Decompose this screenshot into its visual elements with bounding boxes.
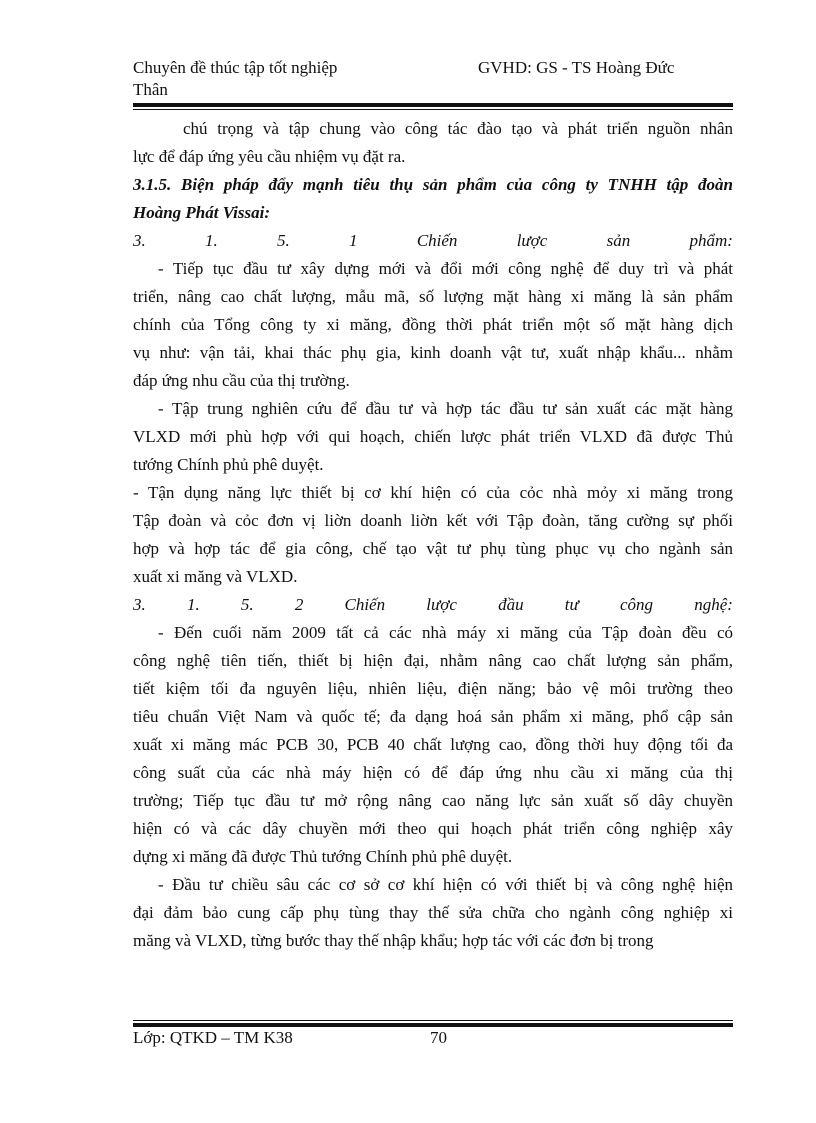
subheading-token: đầu (498, 595, 524, 614)
text-line: vụ như: vận tải, khai thác phụ gia, kinh doanh vật tư, xuất nhập khẩu... nhằm (133, 343, 733, 362)
text-line: tiết kiệm tối đa nguyên liệu, nhiên liệu, điện năng; bảo vệ môi trường theo (133, 679, 733, 698)
subheading-token: 1. (186, 595, 200, 614)
subheading-token: lược (426, 595, 457, 614)
text-line: tướng Chính phủ phê duyệt. (133, 455, 324, 474)
paragraph-capacity (133, 479, 733, 591)
text-line: chú trọng và tập chung vào công tác đào tạo và phát triển nguồn nhân (183, 119, 733, 138)
subheading-token: sản (606, 231, 631, 250)
subheading-technology-strategy (133, 591, 733, 619)
document-body (133, 115, 733, 955)
text-line: đáp ứng nhu cầu của thị trường. (133, 371, 350, 390)
subheading-token: 1. (205, 231, 218, 250)
text-line: Tập đoàn và cỏc đơn vị liờn doanh liờn kết với Tập đoàn, tăng cường sự phối (133, 511, 733, 530)
subheading-token: nghệ: (694, 595, 733, 614)
header-rule-thin (133, 109, 733, 110)
text-line: dựng xi măng đã được Thủ tướng Chính phủ phê duyệt. (133, 847, 513, 866)
footer-rule-thin (133, 1020, 733, 1021)
footer-class-label: Lớp: QTKD – TM K38 (133, 1028, 293, 1047)
header-title-left: Chuyên đề thúc tập tốt nghiệp (133, 58, 338, 77)
section-heading (133, 171, 733, 227)
text-line: chính của Tổng công ty xi măng, đồng thời phát triển một số mặt hàng dịch (133, 315, 733, 334)
text-line: - Tiếp tục đầu tư xây dựng mới và đổi mới công nghệ để duy trì và phát (158, 259, 733, 278)
section-heading-line: 3.1.5. Biện pháp đẩy mạnh tiêu thụ sản phẩm của công ty TNHH tập đoàn (133, 175, 733, 194)
text-line: đại đảm bảo cung cấp phụ tùng thay thế sửa chữa cho ngành công nghiệp xi (133, 903, 733, 922)
subheading-token: 5. (277, 231, 290, 250)
subheading-token: Chiến (416, 231, 458, 250)
subheading-product-strategy (133, 227, 733, 255)
paragraph-research (133, 395, 733, 479)
text-line: công nghệ tiên tiến, thiết bị hiện đại, nhằm nâng cao chất lượng sản phẩm, (133, 651, 733, 670)
text-line: măng và VLXD, từng bước thay thế nhập khẩu; hợp tác với các đơn bị trong (133, 931, 654, 950)
subheading-token: lược (516, 231, 548, 250)
text-line: tiêu chuẩn Việt Nam và quốc tế; đa dạng hoá sản phẩm xi măng, phổ cập sản (133, 707, 733, 726)
header-rule-thick (133, 103, 733, 107)
subheading-token: 2 (294, 595, 304, 614)
subheading-token: công (619, 595, 654, 614)
text-line: xuất xi măng và VLXD. (133, 567, 298, 586)
page-number: 70 (430, 1028, 447, 1047)
text-line: - Đến cuối năm 2009 tất cả các nhà máy xi măng của Tập đoàn đều có (158, 623, 733, 642)
text-line: lực để đáp ứng yêu cầu nhiệm vụ đặt ra. (133, 147, 406, 166)
text-line: triển, nâng cao chất lượng, mẫu mã, số lượng mặt hàng xi măng là sản phẩm (133, 287, 733, 306)
section-heading-line: Hoàng Phát Vissai: (133, 203, 270, 222)
subheading-token: 3. (133, 595, 146, 614)
subheading-token: Chiến (344, 595, 386, 614)
text-line: hiện có và các dây chuyền mới theo qui hoạch phát triển công nghiệp xây (133, 819, 733, 838)
text-line: - Đầu tư chiều sâu các cơ sở cơ khí hiện có với thiết bị và công nghệ hiện (158, 875, 733, 894)
paragraph-investment (133, 255, 733, 395)
text-line: công suất của các nhà máy hiện có để đáp ứng nhu cầu xi măng của thị (133, 763, 733, 782)
paragraph-mechanical (133, 871, 733, 955)
text-line: trường; Tiếp tục đầu tư mở rộng nâng cao năng lực sản xuất số dây chuyền (133, 791, 733, 810)
header-title-left-line2: Thân (133, 80, 168, 99)
paragraph-technology (133, 619, 733, 871)
subheading-token: 5. (240, 595, 254, 614)
subheading-token: 1 (349, 231, 358, 250)
text-line: VLXD mới phù hợp với qui hoạch, chiến lược phát triển VLXD đã được Thủ (133, 427, 733, 446)
subheading-token: phẩm: (689, 231, 733, 250)
paragraph-training (133, 115, 733, 171)
text-line: hợp và hợp tác để gia công, chế tạo vật tư phụ tùng phục vụ cho ngành sản (133, 539, 733, 558)
text-line: - Tập trung nghiên cứu để đầu tư và hợp tác đầu tư sản xuất các mặt hàng (158, 399, 733, 418)
text-line: xuất xi măng mác PCB 30, PCB 40 chất lượng cao, đồng thời huy động tối đa (133, 735, 733, 754)
header-advisor: GVHD: GS - TS Hoàng Đức (478, 58, 675, 77)
text-line: - Tận dụng năng lực thiết bị cơ khí hiện có của cỏc nhà mỏy xi măng trong (133, 483, 733, 502)
subheading-token: 3. (133, 231, 146, 250)
subheading-token: tư (564, 595, 579, 614)
